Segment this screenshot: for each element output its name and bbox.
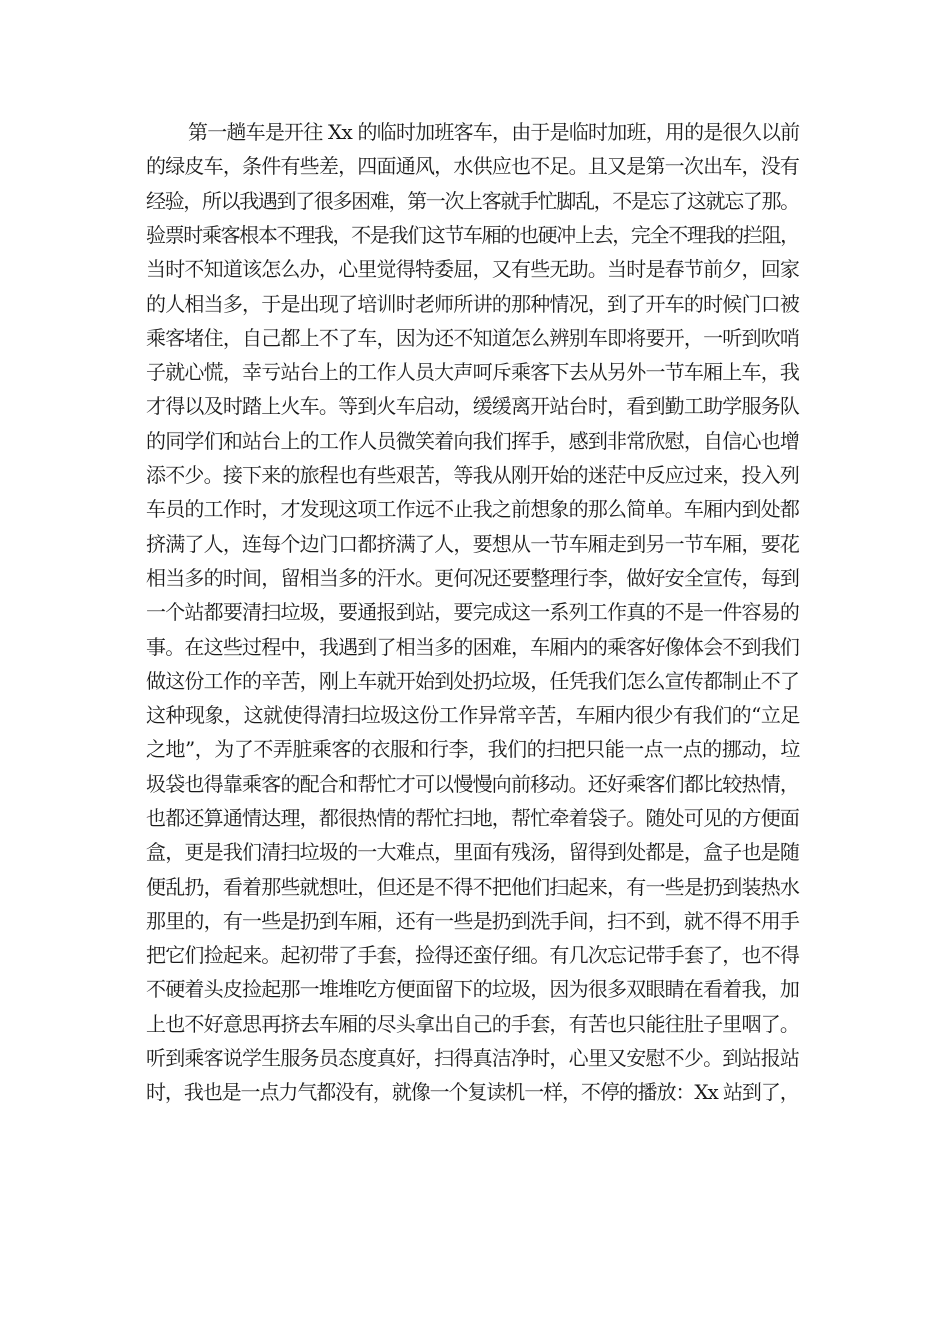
text-line: 便乱扔，看着那些就想吐，但还是不得不把他们扫起来，有一些是扔到装热水 [146,875,800,899]
text-line: 做这份工作的辛苦，刚上车就开始到处扔垃圾，任凭我们怎么宣传都制止不了 [146,669,800,693]
text-line: 时，我也是一点力气都没有，就像一个复读机一样，不停的播放：Xx 站到了， [146,1080,799,1104]
text-line: 挤满了人，连每个边门口都挤满了人，要想从一节车厢走到另一节车厢，要花 [146,532,800,556]
text-line: 第一趟车是开往 Xx 的临时加班客车，由于是临时加班，用的是很久以前 [188,120,800,144]
text-line: 添不少。接下来的旅程也有些艰苦，等我从刚开始的迷茫中反应过来，投入列 [146,463,800,487]
text-line: 上也不好意思再挤去车厢的尽头拿出自己的手套，有苦也只能往肚子里咽了。 [146,1012,800,1036]
text-line: 事。在这些过程中，我遇到了相当多的困难，车厢内的乘客好像体会不到我们 [146,635,800,659]
text-line: 那里的，有一些是扔到车厢，还有一些是扔到洗手间，扫不到，就不得不用手 [146,909,800,933]
text-line: 经验，所以我遇到了很多困难，第一次上客就手忙脚乱，不是忘了这就忘了那。 [146,189,799,213]
text-line: 听到乘客说学生服务员态度真好，扫得真洁净时，心里又安慰不少。到站报站 [146,1046,800,1070]
text-line: 也都还算通情达理，都很热情的帮忙扫地，帮忙牵着袋子。随处可见的方便面 [146,806,800,830]
text-line: 才得以及时踏上火车。等到火车启动，缓缓离开站台时，看到勤工助学服务队 [146,394,800,418]
text-line: 这种现象，这就使得清扫垃圾这份工作异常辛苦，车厢内很少有我们的“立足 [146,703,800,727]
text-line: 盒，更是我们清扫垃圾的一大难点，里面有残汤，留得到处都是，盒子也是随 [146,840,800,864]
text-line: 相当多的时间，留相当多的汗水。更何况还要整理行李，做好安全宣传，每到 [146,566,800,590]
text-line: 当时不知道该怎么办，心里觉得特委屈，又有些无助。当时是春节前夕，回家 [146,257,800,281]
text-line: 一个站都要清扫垃圾，要通报到站，要完成这一系列工作真的不是一件容易的 [146,600,800,624]
text-line: 之地”，为了不弄脏乘客的衣服和行李，我们的扫把只能一点一点的挪动，垃 [146,737,800,761]
text-line: 圾袋也得靠乘客的配合和帮忙才可以慢慢向前移动。还好乘客们都比较热情， [146,772,800,796]
text-line: 子就心慌，幸亏站台上的工作人员大声呵斥乘客下去从另外一节车厢上车，我 [146,360,800,384]
text-line: 不硬着头皮捡起那一堆堆吃方便面留下的垃圾，因为很多双眼睛在看着我，加 [146,977,800,1001]
text-line: 车员的工作时，才发现这项工作远不止我之前想象的那么简单。车厢内到处都 [146,497,800,521]
text-line: 的绿皮车，条件有些差，四面通风，水供应也不足。且又是第一次出车，没有 [146,154,800,178]
text-line: 乘客堵住，自己都上不了车，因为还不知道怎么辨别车即将要开，一听到吹哨 [146,326,800,350]
text-line: 的人相当多，于是出现了培训时老师所讲的那种情况，到了开车的时候门口被 [146,292,800,316]
text-line: 的同学们和站台上的工作人员微笑着向我们挥手，感到非常欣慰，自信心也增 [146,429,800,453]
text-line: 把它们捡起来。起初带了手套，捡得还蛮仔细。有几次忘记带手套了，也不得 [146,943,800,967]
text-line: 验票时乘客根本不理我，不是我们这节车厢的也硬冲上去，完全不理我的拦阻， [146,223,799,247]
